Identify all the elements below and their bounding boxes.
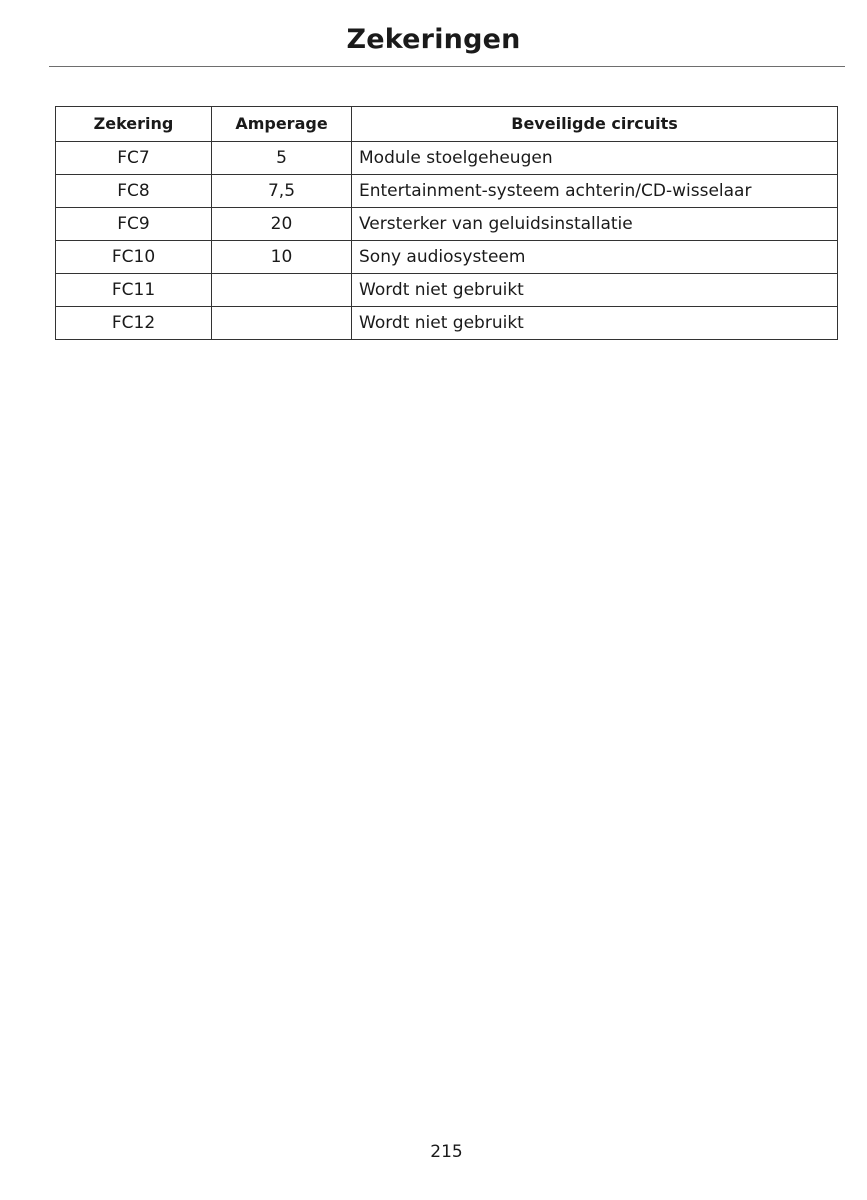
fuse-cell: FC9: [56, 208, 212, 241]
table-row: [56, 175, 838, 208]
circuit-cell: Sony audiosysteem: [352, 241, 838, 274]
amperage-cell: 5: [212, 142, 352, 175]
table-row: [56, 142, 838, 175]
table-header-row: [56, 107, 838, 142]
column-header-circuits: Beveiligde circuits: [352, 107, 838, 142]
circuit-cell: Wordt niet gebruikt: [352, 274, 838, 307]
fuse-cell: FC7: [56, 142, 212, 175]
amperage-cell: 20: [212, 208, 352, 241]
circuit-cell: Wordt niet gebruikt: [352, 307, 838, 340]
circuit-cell: Versterker van geluidsinstallatie: [352, 208, 838, 241]
column-header-amperage: Amperage: [212, 107, 352, 142]
circuit-cell: Entertainment-systeem achterin/CD-wisselaar: [352, 175, 838, 208]
fuse-cell: FC10: [56, 241, 212, 274]
page-number: 215: [430, 1142, 463, 1162]
fuse-table: [55, 106, 838, 340]
table-row: [56, 274, 838, 307]
table-row: [56, 307, 838, 340]
column-header-zekering: Zekering: [56, 107, 212, 142]
fuse-cell: FC12: [56, 307, 212, 340]
fuse-cell: FC8: [56, 175, 212, 208]
title-divider: [49, 66, 845, 67]
circuit-cell: Module stoelgeheugen: [352, 142, 838, 175]
amperage-cell: [212, 307, 352, 340]
table-row: [56, 208, 838, 241]
fuse-cell: FC11: [56, 274, 212, 307]
table-row: [56, 241, 838, 274]
amperage-cell: 7,5: [212, 175, 352, 208]
page-title: Zekeringen: [346, 24, 521, 55]
amperage-cell: [212, 274, 352, 307]
amperage-cell: 10: [212, 241, 352, 274]
